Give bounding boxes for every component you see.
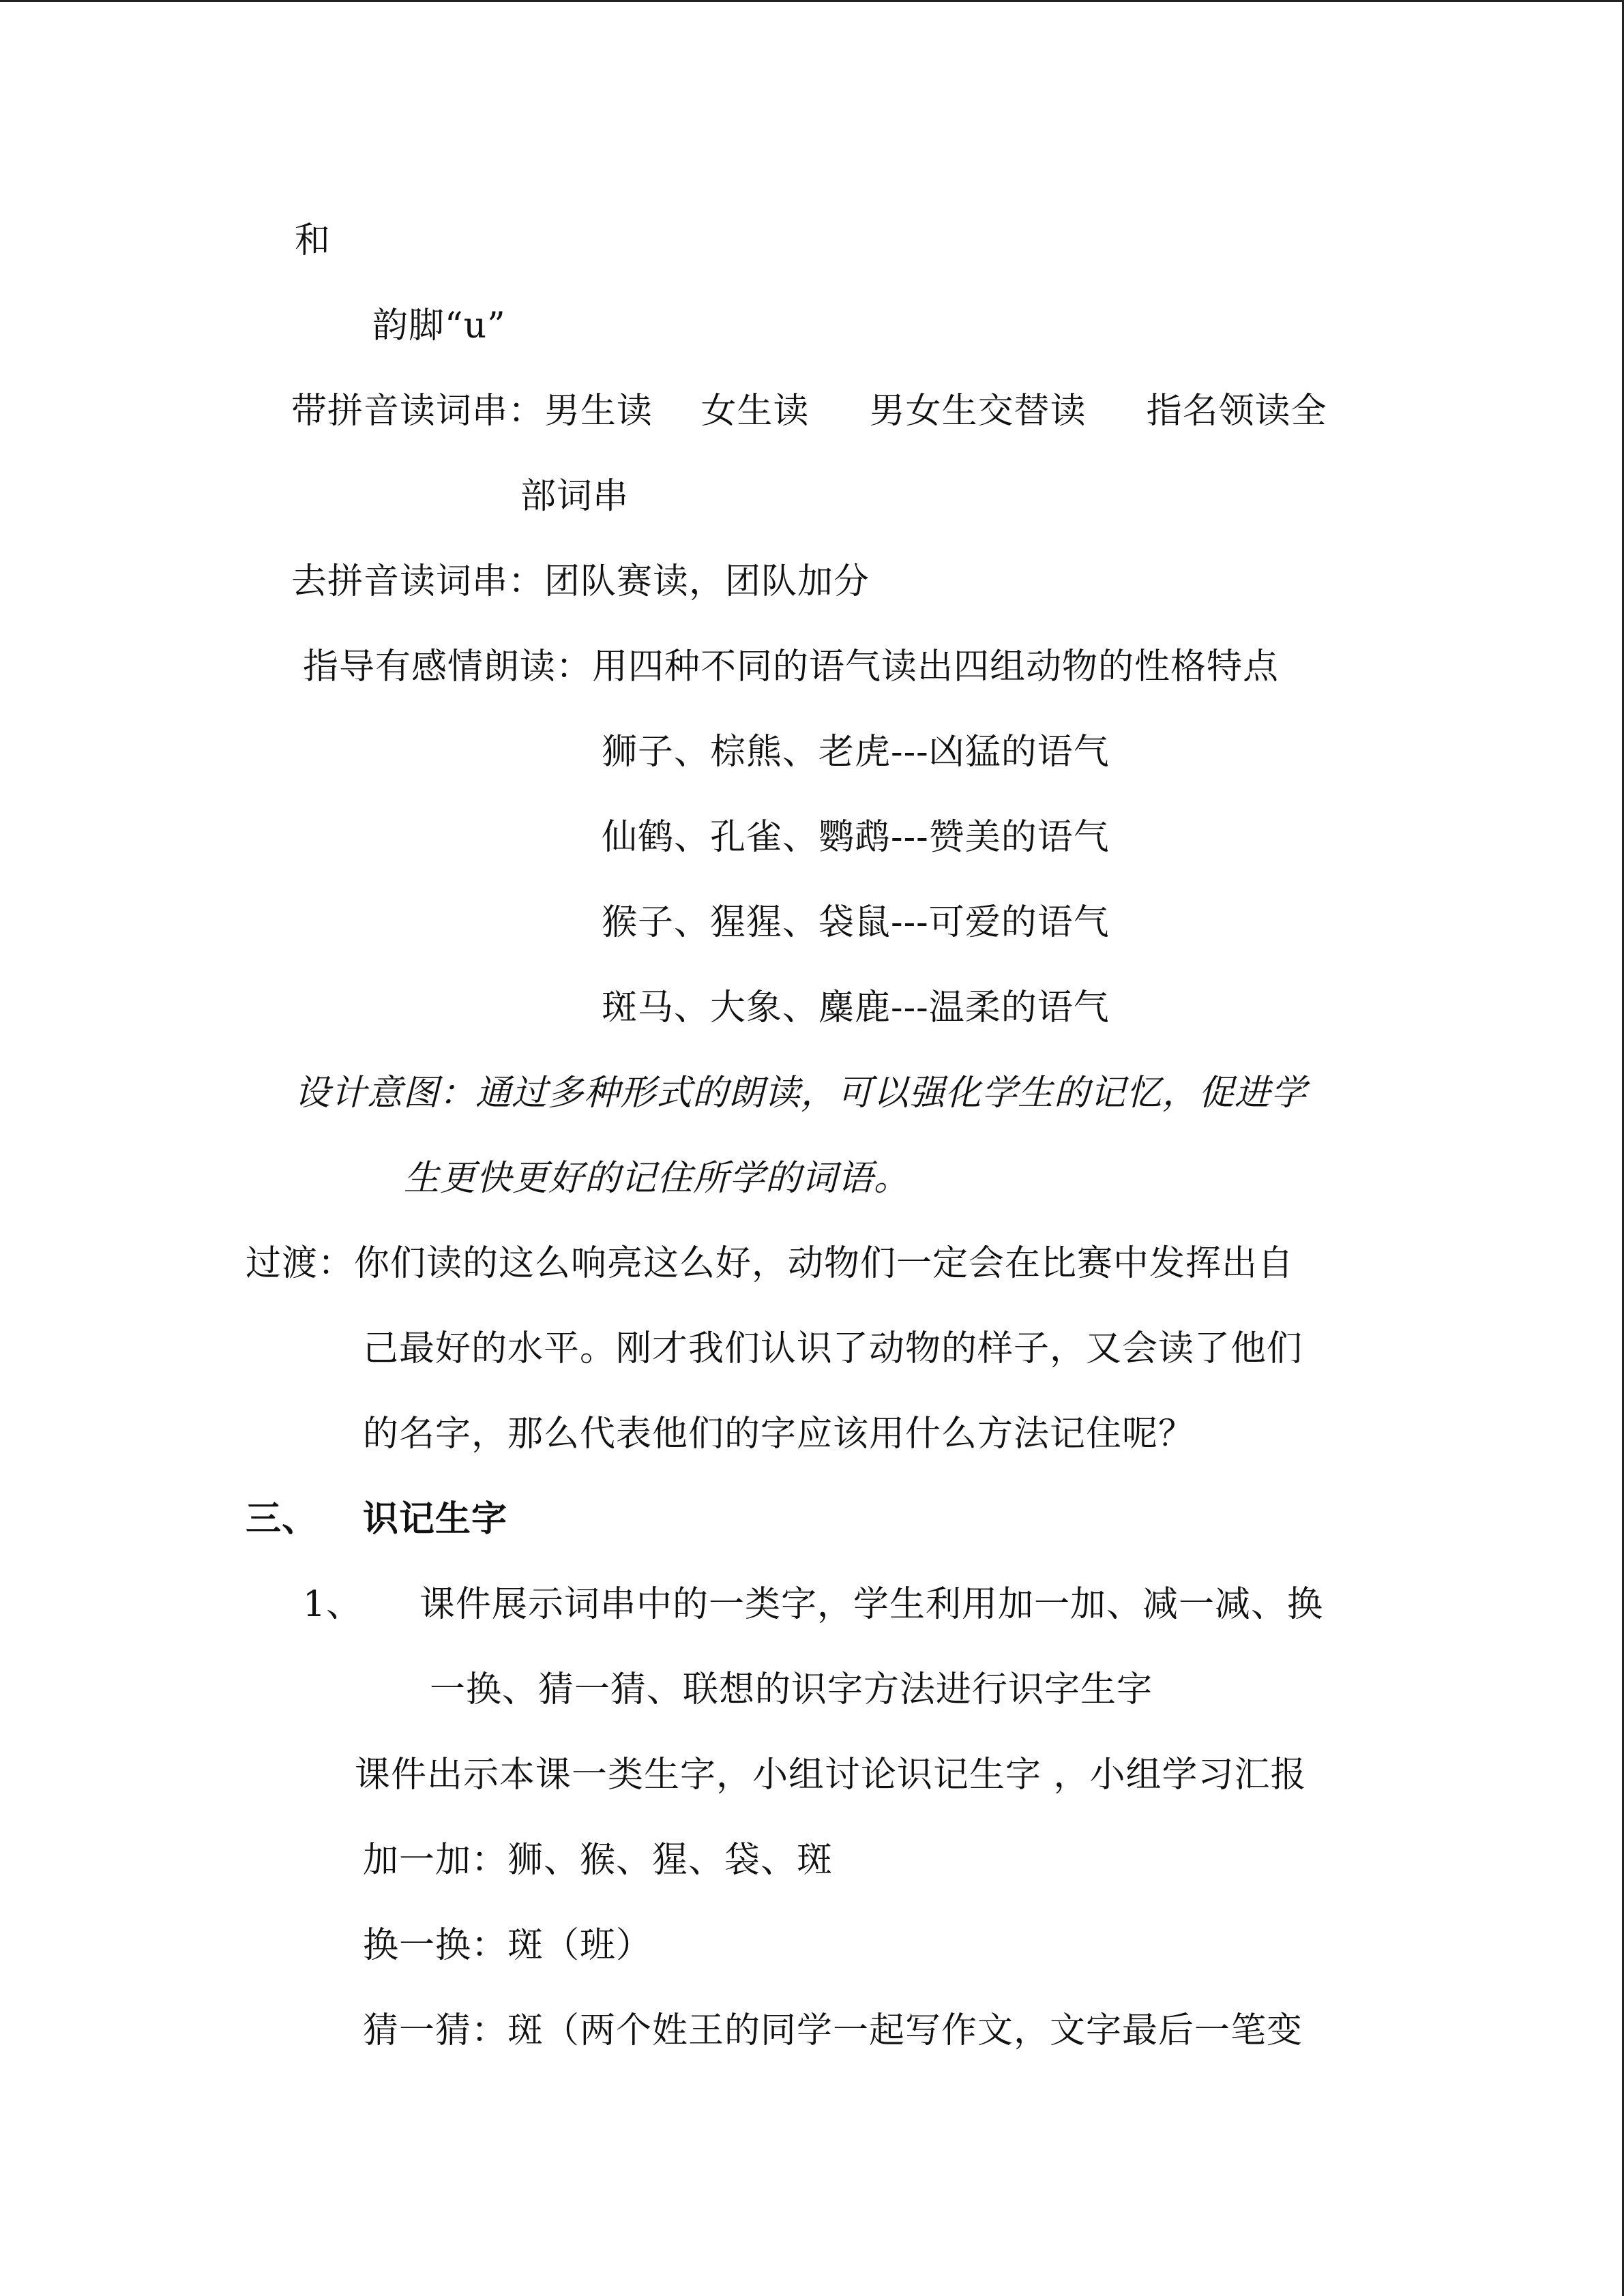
- text-line: 课件展示词串中的一类字，学生利用加一加、减一减、换: [419, 1584, 1324, 1625]
- text-line: 猴子、猩猩、袋鼠---可爱的语气: [602, 902, 1110, 943]
- text-line: 和: [295, 220, 331, 261]
- design-intent-line: 生更快更好的记住所学的词语。: [404, 1158, 911, 1199]
- section-heading: 识记生字: [363, 1498, 508, 1540]
- list-number: 1、: [303, 1584, 363, 1625]
- text-line: 带拼音读词串：男生读 女生读 男女生交替读 指名领读全: [291, 391, 1327, 432]
- text-line: 加一加：狮、猴、猩、袋、斑: [363, 1840, 833, 1881]
- text-line: 狮子、棕熊、老虎---凶猛的语气: [602, 732, 1110, 773]
- text-line: 的名字，那么代表他们的字应该用什么方法记住呢？: [363, 1414, 1195, 1455]
- text-line: 仙鹤、孔雀、鹦鹉---赞美的语气: [602, 817, 1110, 858]
- text-line: 过渡：你们读的这么响亮这么好，动物们一定会在比赛中发挥出自: [246, 1243, 1295, 1284]
- text-line: 课件出示本课一类生字，小组讨论识记生字 ，小组学习汇报: [355, 1755, 1307, 1795]
- text-line: 部词串: [520, 476, 630, 517]
- text-line: 韵脚“u”: [372, 305, 506, 346]
- text-line: 指导有感情朗读：用四种不同的语气读出四组动物的性格特点: [303, 646, 1280, 687]
- text-line: 己最好的水平。刚才我们认识了动物的样子，又会读了他们: [363, 1328, 1303, 1369]
- design-intent-line: 设计意图：通过多种形式的朗读，可以强化学生的记忆，促进学: [295, 1073, 1308, 1114]
- text-line: 换一换：斑（班）: [363, 1925, 653, 1966]
- text-line: 猜一猜：斑（两个姓王的同学一起写作文，文字最后一笔变: [363, 2010, 1303, 2051]
- text-line: 一换、猜一猜、联想的识字方法进行识字生字: [430, 1669, 1153, 1710]
- section-number: 三、: [246, 1498, 319, 1540]
- text-line: 斑马、大象、麋鹿---温柔的语气: [602, 987, 1110, 1028]
- text-line: 去拼音读词串：团队赛读，团队加分: [291, 561, 870, 602]
